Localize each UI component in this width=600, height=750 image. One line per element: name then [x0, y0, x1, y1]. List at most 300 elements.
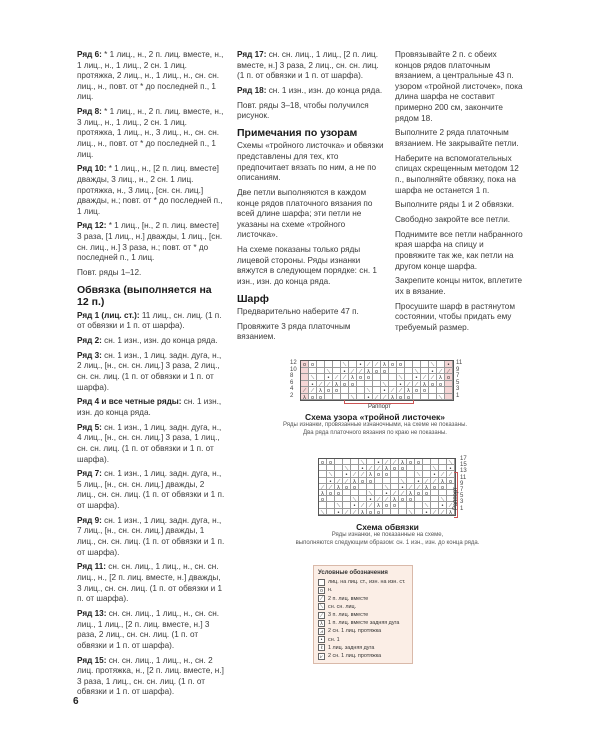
chart-cell: •: [375, 459, 383, 465]
chart-cell: •: [439, 502, 447, 508]
paragraph: [77, 656, 225, 698]
paragraph-text: Свободно закройте все петли.: [395, 215, 511, 225]
legend-item: [318, 619, 408, 627]
chart-cell: o: [399, 496, 407, 502]
chart-row-number: 5: [456, 379, 460, 386]
paragraph-text: Предварительно наберите 47 п.: [237, 307, 359, 317]
heading-obvyazka: Обвязка (выполняется на 12 п.): [77, 283, 212, 309]
legend-label: сн. сн. лиц.: [328, 603, 357, 610]
chart-cell: o: [351, 484, 359, 490]
chart-cell: ⟋: [391, 459, 399, 465]
paragraph-text: Выполните ряды 1 и 2 обвязки.: [395, 200, 514, 210]
border-grid: [318, 458, 456, 516]
chart-cell: ⟋: [319, 484, 327, 490]
chart-cell: ⟋: [431, 478, 439, 484]
chart-cell: ⟋: [357, 368, 365, 375]
chart-cell: λ: [301, 394, 309, 401]
chart-cell: λ: [391, 496, 399, 502]
chart-cell: ⟋: [333, 374, 341, 381]
page-number: 6: [73, 696, 79, 707]
paragraph: [77, 221, 225, 263]
chart-cell: [399, 509, 407, 515]
chart-cell: ⟍: [309, 374, 317, 381]
chart-cell: ⟍: [351, 496, 359, 502]
legend-label: 2 п. лиц. вместе: [328, 595, 369, 602]
paragraph: [77, 516, 225, 558]
row-label: Ряд 8:: [77, 107, 102, 117]
chart-cell: λ: [351, 478, 359, 484]
paragraph: [237, 322, 387, 343]
chart-cell: o: [301, 361, 309, 368]
chart-cell: ⟋: [317, 381, 325, 388]
chart-cell: ⟋: [423, 478, 431, 484]
paragraph: [237, 307, 387, 318]
paragraph-text: 11 лиц., сн. лиц. (1 п. от обвязки и 1 п. от шарфа).: [77, 310, 222, 331]
chart-cell: ⟋: [301, 387, 309, 394]
paragraph: [77, 336, 225, 347]
paragraph-text: Повт. ряды 3–18, чтобы получился рисунок.: [237, 100, 369, 121]
legend-label: 1 п. лиц. вместе задняя дуга: [328, 620, 400, 627]
paragraph: [395, 215, 525, 226]
legend-item: [318, 636, 408, 644]
paragraph: [77, 50, 225, 103]
chart-cell: ⟋: [421, 374, 429, 381]
legend-label: сн. 1: [328, 636, 340, 643]
chart-cell: o: [437, 381, 445, 388]
paragraph-text: сн. сн. лиц., 1 лиц., н., сн. сн. лиц., 1 лиц., [2 п. лиц. вместе, н.] 3 раза, 2 лиц., сн. сн. лиц. (1 п. от обвязки и 1 п. от шарфа).: [77, 608, 219, 650]
chart-cell: λ: [349, 374, 357, 381]
chart-cell: ⟋: [367, 502, 375, 508]
chart-cell: ⟍: [397, 374, 405, 381]
chart-cell: •: [445, 361, 453, 368]
legend-item: [318, 603, 408, 611]
chart-cell: ⟋: [447, 471, 455, 477]
column-1: [77, 50, 225, 702]
chart-cell: [415, 509, 423, 515]
paragraph: [395, 154, 525, 196]
legend-item: [318, 611, 408, 619]
paragraph: [395, 50, 525, 124]
chart-cell: ⟍: [325, 368, 333, 375]
chart-cell: •: [383, 490, 391, 496]
chart-cell: ⟋: [383, 459, 391, 465]
chart-cell: ⟍: [415, 471, 423, 477]
chart-cell: ⟋: [343, 509, 351, 515]
chart-cell: ⟋: [375, 465, 383, 471]
chart-cell: •: [415, 478, 423, 484]
row-label: Ряд 12:: [77, 221, 107, 231]
legend-symbol-icon: λ: [318, 620, 325, 627]
chart-cell: o: [423, 490, 431, 496]
legend-label: 2 сн. 1 лиц. протяжка: [328, 628, 382, 635]
chart-cell: ⟍: [399, 478, 407, 484]
chart-cell: λ: [359, 509, 367, 515]
legend-item: [318, 578, 408, 586]
chart-cell: [327, 509, 335, 515]
paragraph-text: Повт. ряды 1–12.: [77, 268, 142, 278]
chart-cell: ⟍: [367, 490, 375, 496]
column-2: [237, 50, 387, 347]
chart-cell: o: [319, 496, 327, 502]
chart-cell: o: [397, 394, 405, 401]
chart-cell: o: [429, 381, 437, 388]
chart-cell: o: [389, 361, 397, 368]
paragraph-text: * 1 лиц., н., 2 п. лиц. вместе, н., 3 лиц., н., 1 лиц., 2 сн. 1 лиц. протяжка, 1 лиц., н., 3 лиц., н., сн. сн. лиц., н., повт. от * до последней п., 1 лиц.: [77, 107, 224, 159]
row-label: Ряд 10:: [77, 164, 107, 174]
chart-cell: •: [351, 502, 359, 508]
legend-title: Условные обозначения: [318, 570, 388, 576]
row-label: Ряд 11:: [77, 562, 106, 572]
chart-cell: ⟋: [325, 381, 333, 388]
triple-leaf-chart: [290, 360, 463, 410]
chart-cell: •: [359, 465, 367, 471]
chart-row-number: 3: [456, 386, 460, 392]
chart-cell: o: [407, 496, 415, 502]
chart-cell: o: [439, 484, 447, 490]
chart-cell: o: [317, 394, 325, 401]
paragraph-text: сн. 1 изн., 1 лиц. задн. дуга, н., 7 лиц., [н., сн. сн. лиц.] дважды, 1 лиц., сн. сн. лиц. (1 п. от обвязки и 1 п. от шарфа).: [77, 515, 225, 557]
chart-cell: •: [357, 361, 365, 368]
paragraph: [237, 50, 387, 82]
chart-cell: o: [357, 374, 365, 381]
row-label: Ряд 9:: [77, 515, 102, 525]
paragraph: [237, 245, 387, 287]
chart-cell: ⟋: [373, 394, 381, 401]
legend-box: [313, 565, 413, 664]
chart-cell: o: [343, 484, 351, 490]
paragraph: [77, 164, 225, 217]
chart-cell: ⟋: [437, 368, 445, 375]
chart-cell: o: [375, 471, 383, 477]
chart-cell: ⟋: [367, 465, 375, 471]
chart-cell: ⟋: [399, 490, 407, 496]
legend-item: [318, 595, 408, 603]
chart-row-number: 12: [290, 360, 297, 366]
chart-cell: •: [365, 394, 373, 401]
chart-cell: ⟋: [341, 374, 349, 381]
chart-cell: ⟋: [439, 471, 447, 477]
chart-cell: o: [335, 490, 343, 496]
chart-row-number: 15: [460, 462, 467, 469]
paragraph-text: сн. 1 изн., изн. до конца ряда.: [77, 397, 222, 417]
chart-cell: o: [413, 387, 421, 394]
chart-row-number: 11: [460, 474, 467, 481]
paragraph-text: Две петли выполняются в каждом конце рядов платочного вязания по всей длине шарфа; эти петли не указаны на схеме «тройного листочка».: [237, 188, 373, 240]
chart-cell: λ: [317, 387, 325, 394]
chart-cell: ⟋: [389, 387, 397, 394]
chart-cell: ⟋: [381, 394, 389, 401]
chart-cell: o: [383, 471, 391, 477]
chart-cell: o: [319, 459, 327, 465]
border-note-1: Ряды изнанки, не показанные на схеме,: [331, 532, 444, 538]
chart-cell: λ: [437, 374, 445, 381]
chart-cell: ⟋: [429, 374, 437, 381]
paragraph: [77, 311, 225, 332]
chart-cell: λ: [389, 394, 397, 401]
chart-row-number: 4: [290, 386, 294, 392]
chart-cell: o: [391, 465, 399, 471]
chart-cell: λ: [335, 484, 343, 490]
row-label: Ряд 5:: [77, 422, 102, 432]
paragraph-text: сн. 1 изн., изн. до конца ряда.: [101, 336, 218, 345]
chart-cell: o: [421, 387, 429, 394]
row-label: Ряд 1 (лиц. ст.):: [77, 310, 140, 320]
chart-cell: o: [365, 374, 373, 381]
chart-cell: •: [381, 387, 389, 394]
row-label: Ряд 18:: [237, 85, 267, 95]
legend-symbol-icon: ⩗: [318, 653, 325, 660]
triple-leaf-grid: [300, 360, 454, 401]
chart-cell: ⟋: [439, 509, 447, 515]
chart-cell: ⟍: [437, 394, 445, 401]
chart-cell: λ: [447, 509, 455, 515]
chart-cell: λ: [367, 471, 375, 477]
paragraph-text: сн. 1 изн., 1 лиц. задн. дуга, н., 4 лиц., [н., сн. сн. лиц.] 3 раза, 1 лиц., сн. сн. лиц. (1 п. от обвязки и 1 п. от шарфа).: [77, 422, 222, 464]
paragraph-text: сн. 1 изн., 1 лиц. задн. дуга, н., 2 лиц., [н., сн. сн. лиц.] 3 раза, 2 лиц., сн. сн. лиц. (1 п. от обвязки и 1 п. от шарфа).: [77, 350, 222, 392]
chart-cell: •: [399, 484, 407, 490]
chart-cell: o: [373, 368, 381, 375]
chart-cell: •: [447, 465, 455, 471]
chart-cell: ⟋: [431, 509, 439, 515]
paragraph: [237, 101, 387, 122]
legend-symbol-icon: [318, 579, 325, 586]
paragraph: [77, 268, 225, 279]
paragraph: [237, 141, 387, 183]
paragraph-text: сн. сн. лиц., 1 лиц., н., сн. сн. лиц., н., [2 п. лиц. вместе, н.] дважды, 3 лиц., сн. сн. лиц. (1 п. от обвязки и 1 п. от шарфа).: [77, 562, 223, 604]
chart-cell: [429, 394, 437, 401]
chart-cell: o: [447, 478, 455, 484]
paragraph: [77, 351, 225, 393]
paragraph: [77, 562, 225, 604]
chart-cell: ⟋: [391, 490, 399, 496]
chart-row-number: 1: [460, 505, 464, 512]
row-label: Ряд 3:: [77, 350, 102, 360]
row-label: Ряд 7:: [77, 469, 102, 479]
legend-item: [318, 627, 408, 635]
chart-cell: o: [309, 394, 317, 401]
chart-cell: ⟋: [405, 381, 413, 388]
chart-cell: ⟍: [439, 496, 447, 502]
paragraph-text: Выполните 2 ряда платочным вязанием. Не закрывайте петли.: [395, 128, 519, 148]
chart-cell: λ: [381, 361, 389, 368]
paragraph-text: Поднимите все петли набранного края шарфа на спицу и провяжите так же, как петли на другом конце шарфа.: [395, 229, 523, 271]
chart-cell: •: [367, 496, 375, 502]
chart-cell: o: [391, 502, 399, 508]
paragraph-text: сн. сн. лиц., 1 лиц., н., сн. 2 лиц. протяжка, н., [2 п. лиц. вместе, н.] 3 раза, 1 лиц., сн. сн. лиц. (1 п. от обвязки и 1 п. от шарфа).: [77, 655, 224, 697]
chart-cell: λ: [423, 484, 431, 490]
paragraph: [77, 609, 225, 651]
chart-cell: o: [375, 509, 383, 515]
chart-cell: ⟋: [343, 478, 351, 484]
legend-label: 1 лиц. задняя дуга: [328, 644, 375, 651]
chart-cell: o: [383, 502, 391, 508]
chart-cell: •: [413, 374, 421, 381]
chart-cell: ⟋: [397, 387, 405, 394]
legend-symbol-icon: о: [318, 587, 325, 594]
paragraph-text: * 1 лиц., н., [2 п. лиц. вместе] дважды, 3 лиц., н., 2 сн. 1 лиц. протяжка, н., 3 лиц., [сн. сн. лиц.] дважды, н.; повт. от * до последней п., 1 лиц.: [77, 164, 223, 216]
chart-cell: [383, 509, 391, 515]
chart-cell: o: [325, 387, 333, 394]
chart-cell: o: [327, 459, 335, 465]
chart-cell: o: [367, 509, 375, 515]
triple-leaf-note-1: Ряды изнанки, провязанные изнаночными, на схеме не показаны.: [282, 422, 468, 428]
chart-cell: o: [327, 490, 335, 496]
chart-cell: λ: [407, 490, 415, 496]
legend-item: [318, 644, 408, 652]
chart-cell: λ: [405, 387, 413, 394]
chart-cell: •: [309, 381, 317, 388]
chart-row-number: 13: [460, 468, 467, 475]
chart-cell: ⟋: [335, 478, 343, 484]
chart-cell: •: [343, 471, 351, 477]
chart-cell: ⟋: [383, 496, 391, 502]
chart-cell: o: [333, 387, 341, 394]
border-title: Схема обвязки: [356, 522, 419, 532]
chart-row-number: 9: [460, 480, 464, 487]
border-rapport-label: Раппорт: [453, 487, 459, 510]
heading-scarf: Шарф: [237, 292, 269, 305]
triple-leaf-caption: [275, 412, 475, 437]
chart-cell: ⟍: [407, 509, 415, 515]
chart-cell: •: [429, 368, 437, 375]
paragraph-text: Схемы «тройного листочка» и обвязки представлены для тех, кто предпочитает вязать по ним, а не по описаниям.: [237, 141, 384, 183]
legend-symbol-icon: ⟋: [319, 612, 324, 619]
paragraph-text: сн. 1 изн., изн. до конца ряда.: [266, 85, 383, 95]
chart-cell: [421, 394, 429, 401]
chart-cell: ⟍: [335, 502, 343, 508]
legend-symbol-icon: ⟋: [319, 596, 324, 603]
chart-row-number: 17: [460, 456, 467, 462]
paragraph-text: * 1 лиц., н., 2 п. лиц. вместе, н., 1 лиц., н., 1 лиц., 2 сн. 1 лиц. протяжка, 2 лиц., н., 1 лиц., н., сн. сн. лиц., н., повт. от * до последней п., 1 лиц.: [77, 50, 224, 102]
chart-cell: ⟋: [351, 471, 359, 477]
chart-cell: ⟍: [381, 381, 389, 388]
heading-notes: Примечания по узорам: [237, 126, 358, 139]
chart-cell: ⟋: [415, 484, 423, 490]
column-3: [395, 50, 525, 338]
chart-cell: ⟍: [423, 502, 431, 508]
chart-cell: ⟍: [365, 387, 373, 394]
chart-cell: ⟋: [375, 496, 383, 502]
chart-row-number: 9: [456, 366, 460, 373]
chart-cell: λ: [439, 478, 447, 484]
legend-label: н.: [328, 587, 333, 594]
chart-cell: ⟋: [327, 484, 335, 490]
chart-row-number: 11: [456, 360, 463, 366]
row-label: Ряд 4 и все четные ряды:: [77, 397, 182, 407]
chart-row-number: 1: [456, 392, 460, 399]
legend-label: лиц. на лиц. ст., изн. на изн. ст.: [328, 579, 406, 586]
chart-cell: ⟍: [349, 394, 357, 401]
paragraph-text: сн. 1 изн., 1 лиц. задн. дуга, н., 5 лиц., [н., сн. сн. лиц.] дважды, 2 лиц., сн. сн. лиц. (1 п. от обвязки и 1 п. от шарфа).: [77, 469, 225, 511]
chart-cell: [413, 394, 421, 401]
chart-cell: ⟍: [343, 465, 351, 471]
chart-cell: o: [359, 478, 367, 484]
chart-cell: ⟋: [351, 509, 359, 515]
chart-cell: [445, 394, 453, 401]
border-caption: [275, 522, 500, 547]
legend-symbol-icon: ℓ: [318, 644, 325, 651]
chart-cell: o: [415, 490, 423, 496]
chart-cell: ⟍: [341, 361, 349, 368]
chart-cell: ⟍: [413, 368, 421, 375]
paragraph-text: Провяжите 3 ряда платочным вязанием.: [237, 321, 351, 342]
border-chart: [318, 456, 467, 516]
chart-cell: λ: [365, 368, 373, 375]
triple-leaf-note-2: Два ряда платочного вязания по краю не показаны.: [303, 429, 447, 436]
chart-cell: ⟋: [365, 361, 373, 368]
chart-row-number: 7: [456, 373, 460, 379]
chart-cell: ⟋: [447, 502, 455, 508]
paragraph: [395, 128, 525, 149]
border-note-2: выполняются следующим образом: сн. 1 изн., изн. до конца ряда.: [295, 539, 480, 546]
chart-cell: ⟋: [373, 361, 381, 368]
chart-cell: ⟋: [349, 368, 357, 375]
chart-cell: ⟍: [327, 471, 335, 477]
chart-cell: ⟍: [359, 459, 367, 465]
chart-cell: ⟋: [413, 381, 421, 388]
chart-cell: ⟍: [447, 459, 455, 465]
paragraph: [237, 86, 387, 97]
chart-row-number: 5: [460, 493, 464, 500]
paragraph: [77, 397, 225, 418]
legend-label: 3 п. лиц. вместе: [328, 612, 369, 619]
paragraph-text: Провязывайте 2 п. с обеих концов рядов платочным вязанием, а центральные 43 п. узором «тройной листочек», пока длина шарфа не составит примерно 200 см, закончите рядом 18.: [395, 50, 523, 123]
paragraph-text: * 1 лиц., [н., 2 п. лиц. вместе] 3 раза, [1 лиц., н.] дважды, 1 лиц., [сн. сн. лиц., н.] 3 раза, н.; повт. от * до последней п., 1 лиц.: [77, 221, 223, 263]
chart-cell: o: [341, 381, 349, 388]
paragraph-text: Закрепите концы ниток, вплетите их в вязание.: [395, 276, 523, 296]
chart-cell: •: [397, 381, 405, 388]
legend-item: [318, 586, 408, 594]
legend-label: 2 сн. 1 лиц. протяжка: [328, 653, 382, 660]
chart-cell: ⟋: [309, 387, 317, 394]
paragraph: [237, 188, 387, 241]
chart-cell: λ: [375, 502, 383, 508]
chart-cell: [325, 394, 333, 401]
row-label: Ряд 6:: [77, 50, 102, 59]
chart-cell: λ: [333, 381, 341, 388]
paragraph: [77, 107, 225, 160]
paragraph: [395, 200, 525, 211]
chart-cell: ⟋: [359, 502, 367, 508]
chart-cell: o: [415, 459, 423, 465]
chart-cell: ⟋: [359, 471, 367, 477]
row-label: Ряд 13:: [77, 608, 107, 618]
chart-cell: o: [445, 374, 453, 381]
chart-row-number: 2: [290, 392, 294, 399]
paragraph: [395, 230, 525, 272]
chart-cell: •: [335, 509, 343, 515]
chart-cell: •: [325, 374, 333, 381]
chart-cell: •: [327, 478, 335, 484]
chart-row-number: 10: [290, 366, 297, 373]
rapport-label: Раппорт: [368, 404, 391, 410]
legend-symbol-icon: •: [318, 636, 325, 643]
chart-cell: λ: [319, 490, 327, 496]
chart-cell: •: [423, 509, 431, 515]
chart-cell: [333, 394, 341, 401]
chart-cell: o: [381, 368, 389, 375]
row-label: Ряд 2:: [77, 336, 102, 345]
triple-leaf-title: Схема узора «тройной листочек»: [304, 412, 446, 422]
legend-symbol-icon: ⟍: [319, 604, 324, 611]
chart-cell: o: [431, 484, 439, 490]
chart-cell: ⟋: [407, 484, 415, 490]
chart-cell: o: [349, 381, 357, 388]
legend-item: [318, 652, 408, 660]
chart-row-number: 6: [290, 379, 294, 386]
paragraph: [77, 423, 225, 465]
chart-cell: ⟋: [445, 368, 453, 375]
